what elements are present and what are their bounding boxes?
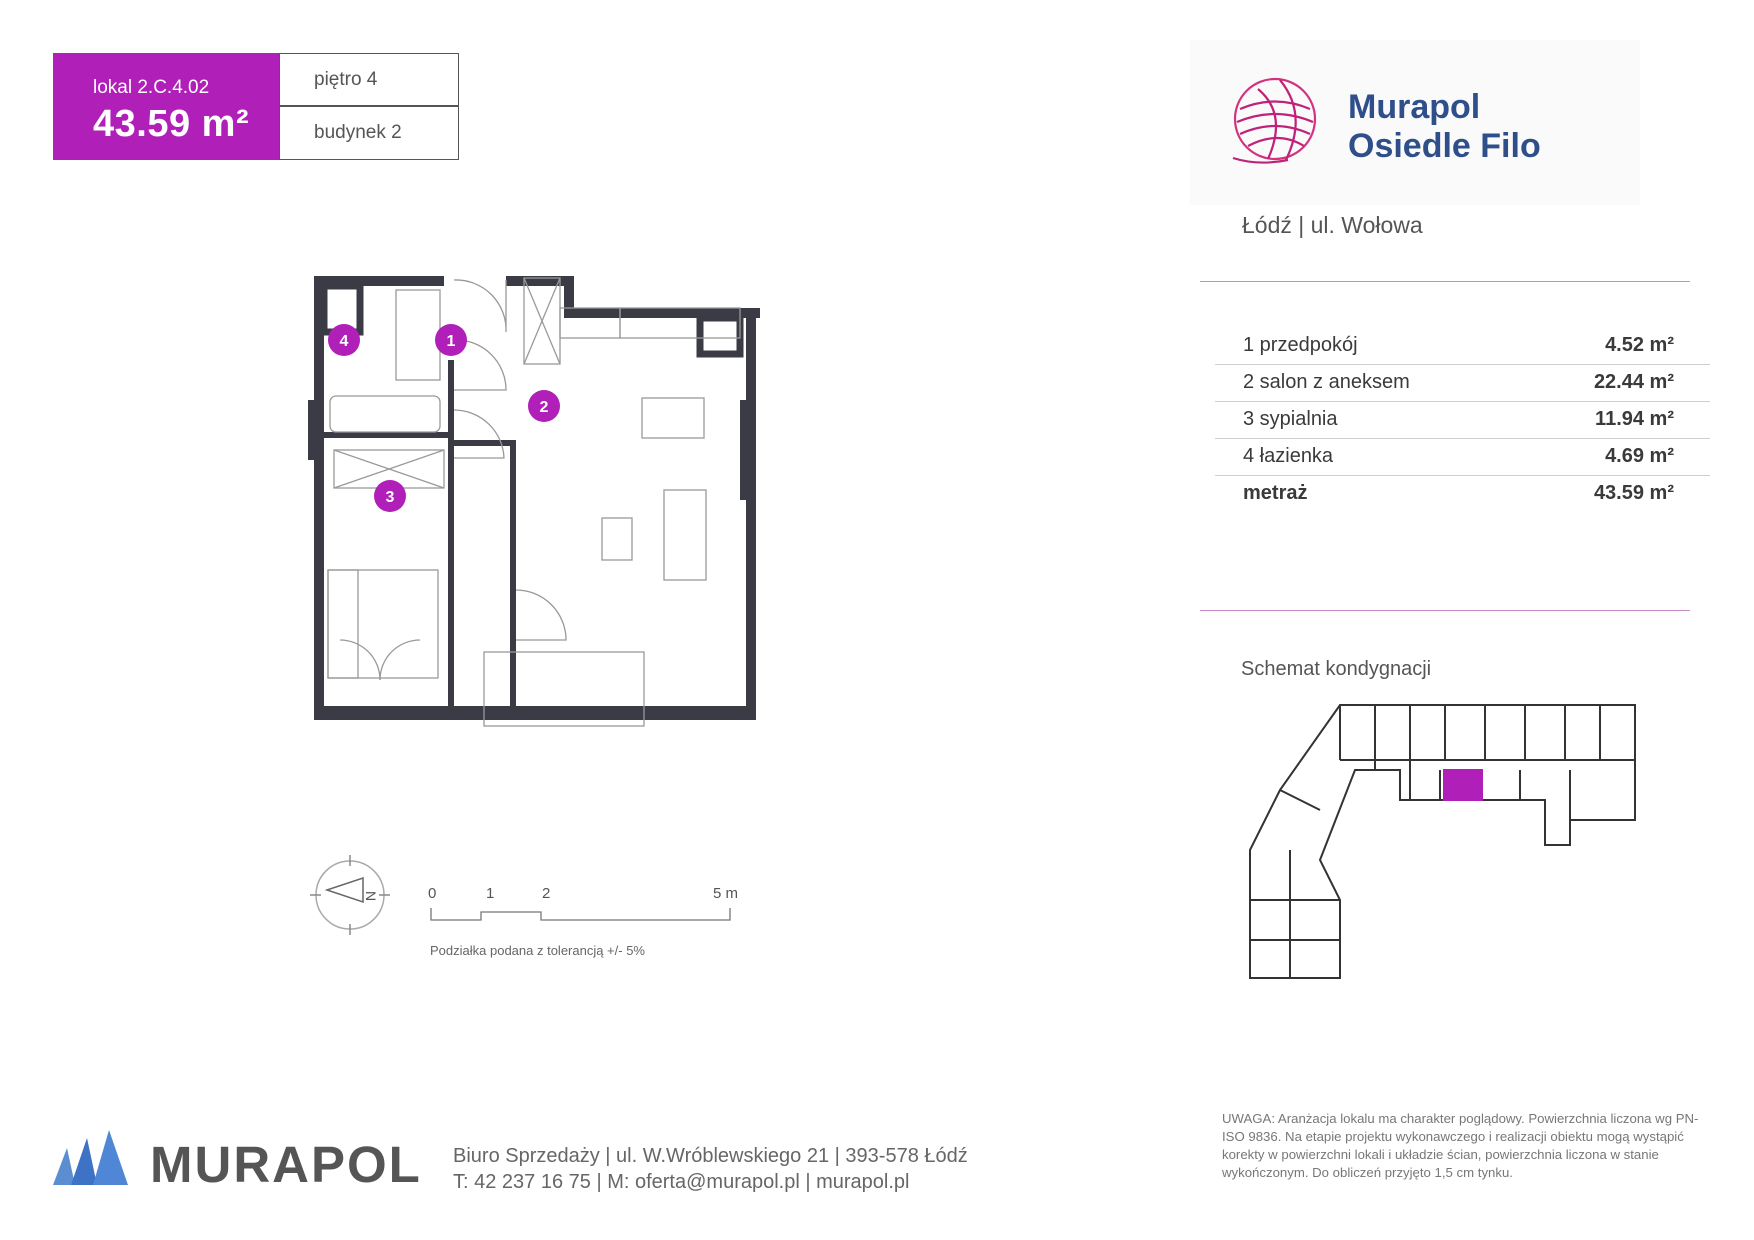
room-table bbox=[1215, 328, 1710, 512]
room-row bbox=[1215, 365, 1710, 402]
scale-tick-1: 1 bbox=[486, 885, 495, 902]
unit-label: lokal 2.C.4.02 bbox=[93, 77, 210, 98]
room-row bbox=[1215, 402, 1710, 439]
floor-cell bbox=[279, 53, 459, 106]
scale-tick-5m: 5 m bbox=[713, 885, 739, 902]
total-area: 43.59 m² bbox=[1593, 482, 1674, 504]
compass-label: N bbox=[363, 891, 379, 902]
floor-plan bbox=[300, 260, 760, 820]
footer-line2: T: 42 237 16 75 | M: oferta@murapol.pl | murapol.pl bbox=[453, 1171, 910, 1193]
room-marker-3: 3 bbox=[385, 489, 395, 506]
total-label: metraż bbox=[1243, 482, 1308, 504]
floor-label: piętro 4 bbox=[314, 69, 378, 90]
room-row bbox=[1215, 439, 1710, 476]
room-name: 1 przedpokój bbox=[1243, 334, 1358, 356]
divider-top bbox=[1200, 281, 1690, 282]
scale-tick-0: 0 bbox=[428, 885, 437, 902]
highlighted-unit bbox=[1443, 769, 1483, 801]
location-text: Łódź | ul. Wołowa bbox=[1242, 212, 1423, 238]
scale-tick-2: 2 bbox=[542, 885, 551, 902]
floor-schematic bbox=[1240, 700, 1660, 990]
room-name: 3 sypialnia bbox=[1243, 408, 1338, 430]
room-marker-4: 4 bbox=[339, 333, 349, 350]
room-name: 4 łazienka bbox=[1243, 445, 1334, 467]
brand-globe-icon bbox=[1228, 74, 1322, 168]
scale-note: Podziałka podana z tolerancją +/- 5% bbox=[430, 943, 645, 958]
total-row bbox=[1215, 476, 1710, 512]
room-row bbox=[1215, 328, 1710, 365]
footer-line1: Biuro Sprzedaży | ul. W.Wróblewskiego 21 | 393-578 Łódź bbox=[453, 1145, 968, 1167]
room-marker-2: 2 bbox=[539, 399, 549, 416]
building-label: budynek 2 bbox=[314, 122, 402, 143]
room-area: 4.69 m² bbox=[1605, 445, 1674, 467]
scale-bar bbox=[425, 880, 755, 930]
room-name: 2 salon z aneksem bbox=[1243, 371, 1410, 393]
murapol-logo-icon bbox=[53, 1130, 128, 1185]
room-area: 4.52 m² bbox=[1605, 334, 1674, 356]
unit-area: 43.59 m² bbox=[93, 103, 250, 145]
disclaimer: UWAGA: Aranżacja lokalu ma charakter poglądowy. Powierzchnia liczona wg PN-ISO 9836. Na etapie projektu wykonawczego i realizacji obiektu mogą wystąpić korekty w powierzchni lokali i układzie ścian, powierzchnia liczona w stanie wykończonym. Do obliczeń przyjęto 1,5 cm tynku. bbox=[1222, 1111, 1699, 1180]
brand-name-line2: Osiedle Filo bbox=[1348, 127, 1541, 165]
room-marker-1: 1 bbox=[446, 333, 456, 350]
unit-header bbox=[53, 53, 279, 160]
divider-bottom bbox=[1200, 610, 1690, 611]
room-area: 22.44 m² bbox=[1593, 371, 1674, 393]
schematic-title: Schemat kondygnacji bbox=[1241, 658, 1432, 680]
room-area: 11.94 m² bbox=[1595, 408, 1674, 430]
footer-contact bbox=[453, 1143, 968, 1195]
brand-name bbox=[1348, 88, 1541, 166]
brand-name-line1: Murapol bbox=[1348, 88, 1481, 126]
compass-icon bbox=[305, 850, 395, 940]
building-cell bbox=[279, 106, 459, 160]
murapol-wordmark: MURAPOL bbox=[150, 1136, 422, 1193]
